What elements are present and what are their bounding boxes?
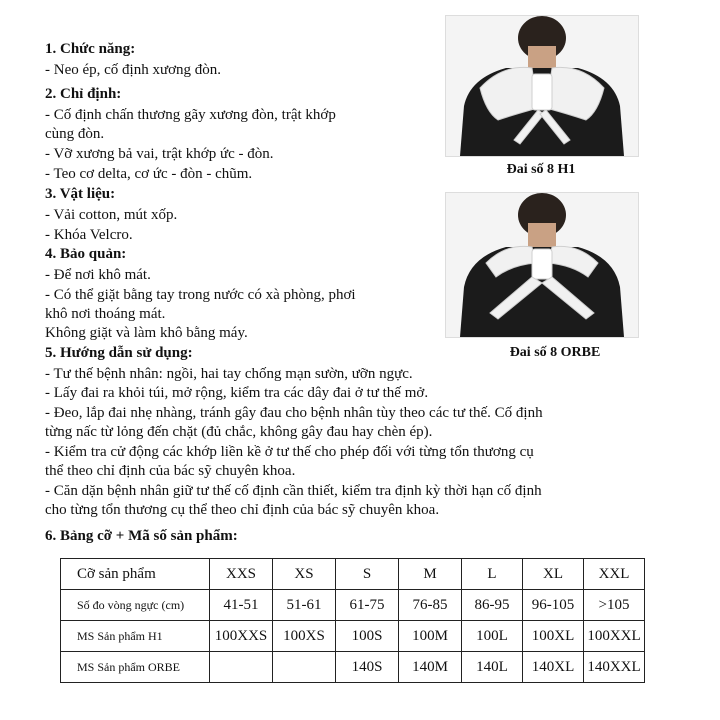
brace-orbe-illustration [446, 193, 638, 337]
section-2-line-3: - Vỡ xương bả vai, trật khớp ức - đòn. [45, 146, 274, 162]
table-cell: 100S [336, 621, 399, 652]
table-cell [210, 652, 273, 683]
table-cell: XL [523, 559, 584, 590]
section-2-line-1: - Cố định chấn thương gãy xương đòn, trật khớp [45, 107, 336, 123]
section-5-line-6: thể theo chỉ định của bác sỹ chuyên khoa. [45, 463, 296, 479]
section-2-line-2: cùng đòn. [45, 126, 105, 142]
section-5-line-7: - Căn dặn bệnh nhân giữ tư thế cố định cần thiết, kiểm tra định kỳ thời hạn cố định [45, 483, 542, 499]
table-cell: 100XXS [210, 621, 273, 652]
section-2-title: 2. Chỉ định: [45, 86, 122, 102]
brace-h1-caption: Đai số 8 H1 [506, 162, 576, 177]
table-cell: 140S [336, 652, 399, 683]
table-row-orbe [61, 652, 645, 683]
table-cell: 140L [462, 652, 523, 683]
table-cell: 86-95 [462, 590, 523, 621]
section-5-line-2: - Lấy đai ra khỏi túi, mở rộng, kiểm tra các dây đai ở tư thế mở. [45, 385, 429, 401]
table-cell: 100M [399, 621, 462, 652]
table-cell: 100XL [523, 621, 584, 652]
brace-orbe-photo [445, 192, 639, 338]
section-4-title: 4. Bảo quản: [45, 246, 127, 262]
table-row-size [61, 559, 645, 590]
table-row-h1 [61, 621, 645, 652]
brace-h1-photo [445, 15, 639, 157]
section-1-title: 1. Chức năng: [45, 41, 136, 57]
row-label-chest: Số đo vòng ngực (cm) [61, 590, 210, 621]
section-5-line-5: - Kiểm tra cử động các khớp liền kề ở tư thế cho phép đối với từng tổn thương cụ [45, 444, 534, 460]
section-4-line-2: - Có thể giặt bằng tay trong nước có xà phòng, phơi [45, 287, 356, 303]
table-cell: >105 [584, 590, 645, 621]
section-5-title: 5. Hướng dẫn sử dụng: [45, 345, 193, 361]
table-cell: M [399, 559, 462, 590]
brace-orbe-caption: Đai số 8 ORBE [509, 345, 601, 360]
section-5-line-1: - Tư thế bệnh nhân: ngồi, hai tay chống mạn sườn, ưỡn ngực. [45, 366, 413, 382]
section-5-line-8: cho từng tổn thương cụ thể theo chỉ định của bác sỹ chuyên khoa. [45, 502, 440, 518]
table-row-chest [61, 590, 645, 621]
row-label-orbe: MS Sản phẩm ORBE [61, 652, 210, 683]
size-table [60, 558, 645, 683]
section-4-line-3: khô nơi thoáng mát. [45, 306, 166, 322]
row-label-h1: MS Sản phẩm H1 [61, 621, 210, 652]
table-cell: 61-75 [336, 590, 399, 621]
section-5-line-3: - Đeo, lắp đai nhẹ nhàng, tránh gây đau cho bệnh nhân tùy theo các tư thế. Cố định [45, 405, 543, 421]
table-cell: 41-51 [210, 590, 273, 621]
table-cell: 100L [462, 621, 523, 652]
table-cell: 100XS [273, 621, 336, 652]
row-label-size: Cỡ sản phẩm [61, 559, 210, 590]
table-cell: 140XL [523, 652, 584, 683]
section-4-line-4: Không giặt và làm khô bằng máy. [45, 325, 248, 341]
table-cell: 96-105 [523, 590, 584, 621]
table-cell: 140M [399, 652, 462, 683]
table-cell: XXS [210, 559, 273, 590]
table-cell: 140XXL [584, 652, 645, 683]
table-cell: L [462, 559, 523, 590]
table-cell: XS [273, 559, 336, 590]
section-3-title: 3. Vật liệu: [45, 186, 116, 202]
table-cell [273, 652, 336, 683]
section-1-line-1: - Neo ép, cố định xương đòn. [45, 62, 222, 78]
table-cell: XXL [584, 559, 645, 590]
brace-h1-illustration [446, 16, 638, 156]
section-5-line-4: từng nấc từ lỏng đến chặt (đủ chắc, không gây đau hay chèn ép). [45, 424, 433, 440]
section-2-line-4: - Teo cơ delta, cơ ức - đòn - chũm. [45, 166, 253, 182]
table-cell: 100XXL [584, 621, 645, 652]
section-4-line-1: - Để nơi khô mát. [45, 267, 151, 283]
section-3-line-2: - Khóa Velcro. [45, 227, 133, 243]
table-cell: S [336, 559, 399, 590]
table-cell: 76-85 [399, 590, 462, 621]
table-cell: 51-61 [273, 590, 336, 621]
section-6-title: 6. Bảng cỡ + Mã số sản phẩm: [45, 528, 238, 544]
section-3-line-1: - Vải cotton, mút xốp. [45, 207, 178, 223]
